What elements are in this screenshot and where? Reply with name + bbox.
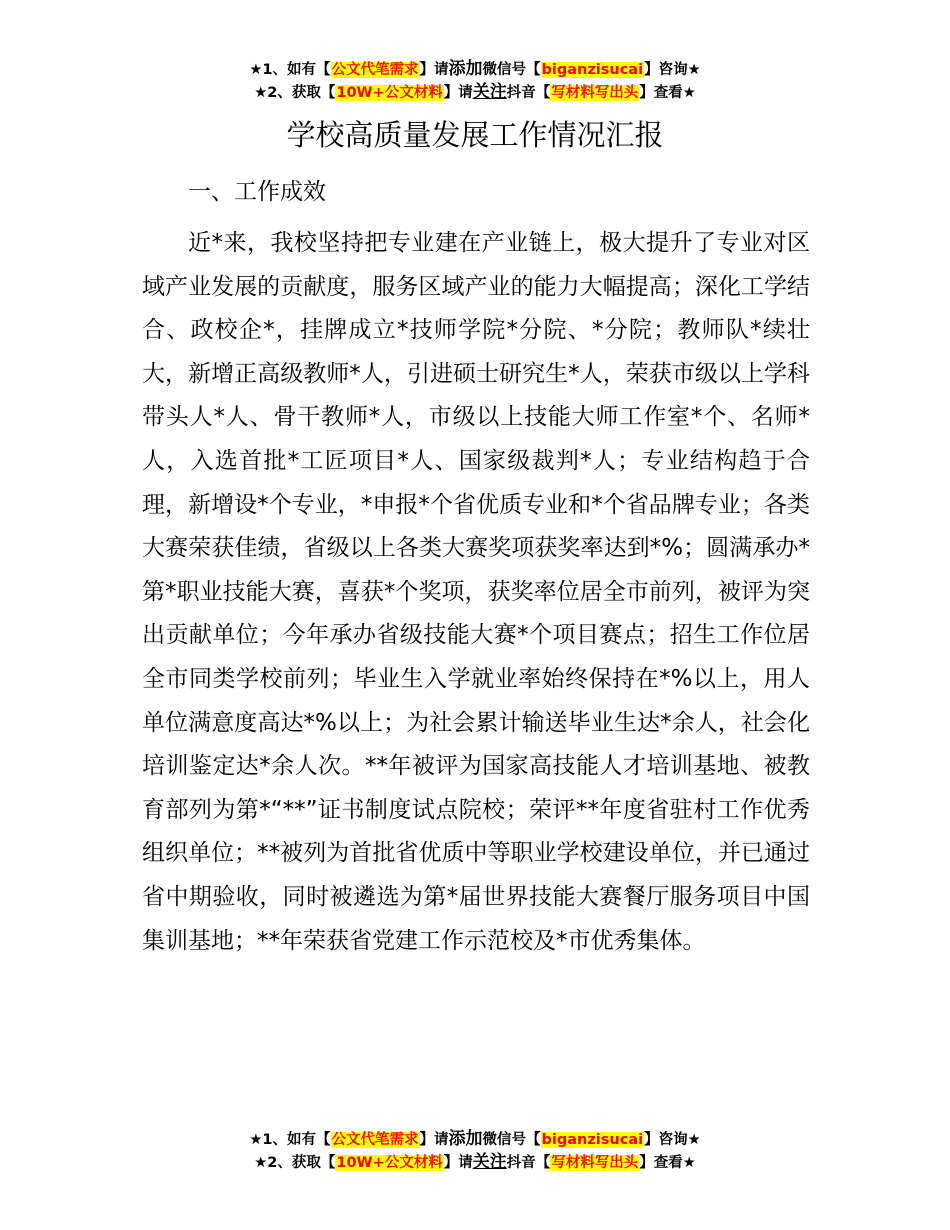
bracket: 】 [419, 1132, 435, 1148]
promo-text: 微信号 [482, 62, 527, 78]
bracket: 】 [443, 1155, 459, 1171]
promo-text-emphasis: 关注 [472, 82, 507, 102]
star-icon: ★ [682, 1155, 696, 1171]
highlight-wechat-id: biganzisucai [541, 62, 644, 78]
promo-text: 2、获取 [267, 85, 321, 101]
star-icon: ★ [687, 62, 701, 78]
promo-text: 查看 [653, 1155, 683, 1171]
bracket: 【 [320, 1155, 336, 1171]
star-icon: ★ [687, 1132, 701, 1148]
promo-text: 抖音 [506, 1155, 536, 1171]
promo-line-1 [0, 58, 950, 81]
promo-text-emphasis: 关注 [472, 1152, 507, 1172]
promo-line-1 [0, 1128, 950, 1151]
highlight-wechat-id: biganzisucai [541, 1132, 644, 1148]
bracket: 【 [320, 85, 336, 101]
promo-text: 2、获取 [267, 1155, 321, 1171]
promo-text: 请 [458, 85, 473, 101]
bracket: 】 [644, 62, 659, 78]
document-title: 学校高质量发展工作情况汇报 [286, 118, 664, 152]
bracket: 】 [443, 85, 459, 101]
star-icon: ★ [249, 1132, 263, 1148]
highlight-ghostwriting: 公文代笔需求 [331, 1132, 419, 1148]
star-icon: ★ [254, 1155, 268, 1171]
highlight-douyin-account: 写材料写出头 [551, 85, 639, 101]
promo-line-2 [0, 81, 950, 104]
promo-line-2 [0, 1151, 950, 1174]
section-heading: 一、工作成效 [188, 179, 326, 205]
bracket: 【 [316, 62, 331, 78]
highlight-materials: 10W+公文材料 [336, 1155, 443, 1171]
bracket: 【 [535, 1155, 551, 1171]
bracket: 【 [316, 1132, 331, 1148]
promo-text-emphasis: 添加 [448, 1129, 483, 1149]
promo-text: 咨询 [658, 62, 688, 78]
body-paragraph: 近*来，我校坚持把专业建在产业链上，极大提升了专业对区域产业发展的贡献度，服务区域产业的能力大幅提高；深化工学结合、政校企*，挂牌成立*技师学院*分院、*分院；教师队*续壮大，新增正高级教师*人，引进硕士研究生*人，荣获市级以上学科带头人*人、骨干教师*人，市级以上技能大师工作室*个、名师*人，入选首批*工匠项目*人、国家级裁判*人；专业结构趋于合理，新增设*个专业，*申报*个省优质专业和*个省品牌专业；各类大赛荣获佳绩，省级以上各类大赛奖项获奖率达到*%；圆满承办*第*职业技能大赛，喜获*个奖项，获奖率位居全市前列，被评为突出贡献单位；今年承办省级技能大赛*个项目赛点；招生工作位居全市同类学校前列；毕业生入学就业率始终保持在*%以上，用人单位满意度高达*%以上；为社会累计输送毕业生达*余人，社会化培训鉴定达*余人次。**年被评为国家高技能人才培训基地、被教育部列为第*“**”证书制度试点院校；荣评**年度省驻村工作优秀组织单位；**被列为首批省优质中等职业学校建设单位，并已通过省中期验收，同时被遴选为第*届世界技能大赛餐厅服务项目中国集训基地；**年荣获省党建工作示范校及*市优秀集体。 [142, 230, 810, 954]
star-icon: ★ [254, 85, 268, 101]
promo-text-emphasis: 添加 [448, 59, 483, 79]
promo-text: 请 [458, 1155, 473, 1171]
highlight-douyin-account: 写材料写出头 [551, 1155, 639, 1171]
promo-text: 请 [434, 62, 449, 78]
bracket: 】 [644, 1132, 659, 1148]
bracket: 】 [639, 1155, 654, 1171]
bracket: 【 [535, 85, 551, 101]
promo-text: 查看 [653, 85, 683, 101]
promo-text: 1、如有 [262, 1132, 317, 1148]
bracket: 【 [526, 62, 541, 78]
highlight-materials: 10W+公文材料 [336, 85, 443, 101]
promo-text: 请 [434, 1132, 449, 1148]
promo-text: 1、如有 [262, 62, 317, 78]
highlight-ghostwriting: 公文代笔需求 [331, 62, 419, 78]
top-promo-banner [0, 58, 950, 104]
bracket: 】 [639, 85, 654, 101]
promo-text: 抖音 [506, 85, 536, 101]
promo-text: 微信号 [482, 1132, 527, 1148]
star-icon: ★ [249, 62, 263, 78]
promo-text: 咨询 [658, 1132, 688, 1148]
bracket: 【 [526, 1132, 541, 1148]
bottom-promo-banner [0, 1128, 950, 1174]
bracket: 】 [419, 62, 435, 78]
star-icon: ★ [682, 85, 696, 101]
